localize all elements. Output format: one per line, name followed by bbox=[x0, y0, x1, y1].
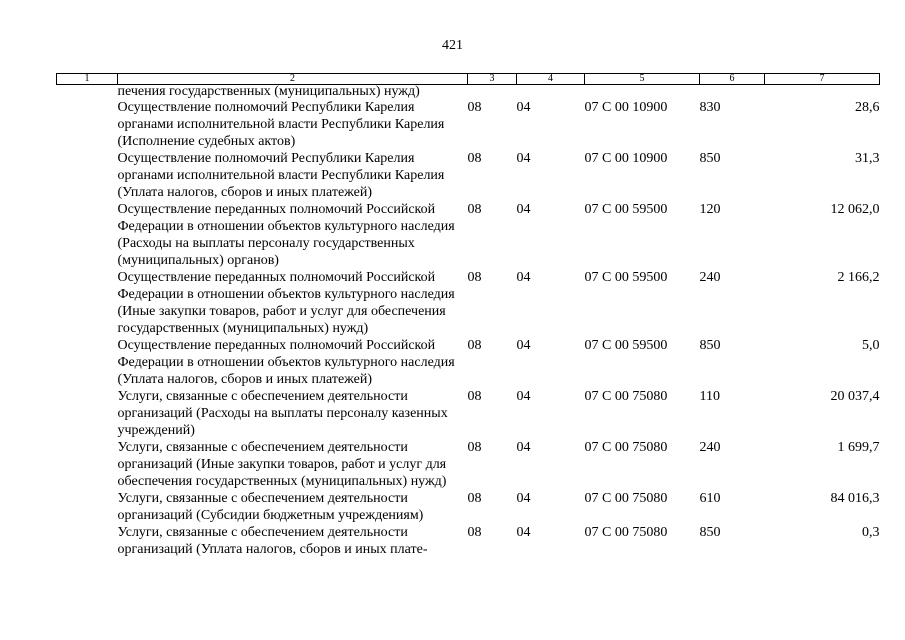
expense-name: Услуги, связанные с обеспечением деятельности организаций (Иные закупки товаров, работ и услуг для обеспечения государственных (муниципальных) нужд) bbox=[117, 440, 447, 489]
expense-name: Осуществление полномочий Республики Карелия органами исполнительной власти Республики Карелия (Исполнение судебных актов) bbox=[117, 100, 445, 149]
col-header-6: 6 bbox=[700, 74, 765, 85]
expense-name: Услуги, связанные с обеспечением деятельности организаций (Субсидии бюджетным учреждениям) bbox=[117, 491, 424, 523]
section-code: 08 bbox=[467, 100, 482, 115]
subsection-code: 04 bbox=[516, 389, 531, 404]
target-article-code bbox=[585, 85, 700, 100]
table-row bbox=[57, 201, 880, 269]
amount: 2 166,2 bbox=[837, 270, 880, 285]
section-code: 08 bbox=[467, 202, 482, 217]
table-row bbox=[57, 439, 880, 490]
amount: 20 037,4 bbox=[830, 389, 880, 404]
expense-name: печения государственных (муниципальных) нужд) bbox=[117, 84, 420, 99]
expense-name: Осуществление переданных полномочий Российской Федерации в отношении объектов культурного наследия (Расходы на выплаты персоналу государственных (муниципальных) органов) bbox=[117, 202, 455, 268]
table-row bbox=[57, 150, 880, 201]
expense-type-code bbox=[700, 85, 765, 100]
expense-type-code: 240 bbox=[699, 440, 721, 455]
amount: 1 699,7 bbox=[837, 440, 880, 455]
target-article-code: 07 С 00 10900 bbox=[584, 100, 668, 115]
target-article-code: 07 С 00 59500 bbox=[584, 338, 668, 353]
col-header-4: 4 bbox=[517, 74, 585, 85]
expense-type-code: 830 bbox=[699, 100, 721, 115]
section-code: 08 bbox=[467, 491, 482, 506]
amount: 0,3 bbox=[862, 525, 880, 540]
expense-type-code: 850 bbox=[699, 525, 721, 540]
expense-name: Осуществление переданных полномочий Российской Федерации в отношении объектов культурного наследия (Иные закупки товаров, работ и услуг для обеспечения государственных (муниципальных) нужд) bbox=[117, 270, 455, 336]
subsection-code bbox=[517, 85, 585, 100]
subsection-code: 04 bbox=[516, 525, 531, 540]
amount bbox=[765, 85, 880, 100]
col-header-3: 3 bbox=[468, 74, 517, 85]
target-article-code: 07 С 00 10900 bbox=[584, 151, 668, 166]
expense-type-code: 120 bbox=[699, 202, 721, 217]
expense-type-code: 610 bbox=[699, 491, 721, 506]
col-header-1: 1 bbox=[57, 74, 118, 85]
expense-type-code: 850 bbox=[699, 338, 721, 353]
subsection-code: 04 bbox=[516, 100, 531, 115]
amount: 28,6 bbox=[855, 100, 880, 115]
subsection-code: 04 bbox=[516, 338, 531, 353]
column-number-header bbox=[57, 74, 880, 85]
section-code: 08 bbox=[467, 338, 482, 353]
amount: 5,0 bbox=[862, 338, 880, 353]
col-header-7: 7 bbox=[765, 74, 880, 85]
table-row bbox=[57, 524, 880, 558]
target-article-code: 07 С 00 59500 bbox=[584, 270, 668, 285]
expense-name: Осуществление переданных полномочий Российской Федерации в отношении объектов культурного наследия (Уплата налогов, сборов и иных платежей) bbox=[117, 338, 455, 387]
expense-type-code: 850 bbox=[699, 151, 721, 166]
table-row bbox=[57, 490, 880, 524]
amount: 31,3 bbox=[855, 151, 880, 166]
subsection-code: 04 bbox=[516, 151, 531, 166]
table-row bbox=[57, 337, 880, 388]
target-article-code: 07 С 00 75080 bbox=[584, 525, 668, 540]
col-header-5: 5 bbox=[585, 74, 700, 85]
section-code: 08 bbox=[467, 525, 482, 540]
page-number: 421 bbox=[442, 38, 463, 53]
table-row bbox=[57, 99, 880, 150]
target-article-code: 07 С 00 75080 bbox=[584, 440, 668, 455]
table-row bbox=[57, 269, 880, 337]
subsection-code: 04 bbox=[516, 270, 531, 285]
col-header-2: 2 bbox=[118, 74, 468, 85]
expense-name: Услуги, связанные с обеспечением деятельности организаций (Уплата налогов, сборов и иных плате- bbox=[117, 525, 428, 557]
target-article-code: 07 С 00 59500 bbox=[584, 202, 668, 217]
amount: 12 062,0 bbox=[830, 202, 880, 217]
expense-type-code: 240 bbox=[699, 270, 721, 285]
table-row bbox=[57, 85, 880, 100]
amount: 84 016,3 bbox=[830, 491, 880, 506]
expense-type-code: 110 bbox=[699, 389, 720, 404]
expense-name: Осуществление полномочий Республики Карелия органами исполнительной власти Республики Карелия (Уплата налогов, сборов и иных платежей) bbox=[117, 151, 445, 200]
section-code: 08 bbox=[467, 270, 482, 285]
budget-table bbox=[56, 73, 880, 558]
table-row bbox=[57, 388, 880, 439]
section-code: 08 bbox=[467, 151, 482, 166]
section-code: 08 bbox=[467, 440, 482, 455]
target-article-code: 07 С 00 75080 bbox=[584, 389, 668, 404]
subsection-code: 04 bbox=[516, 440, 531, 455]
expense-name: Услуги, связанные с обеспечением деятельности организаций (Расходы на выплаты персоналу казенных учреждений) bbox=[117, 389, 448, 438]
subsection-code: 04 bbox=[516, 491, 531, 506]
section-code bbox=[468, 85, 517, 100]
section-code: 08 bbox=[467, 389, 482, 404]
subsection-code: 04 bbox=[516, 202, 531, 217]
target-article-code: 07 С 00 75080 bbox=[584, 491, 668, 506]
